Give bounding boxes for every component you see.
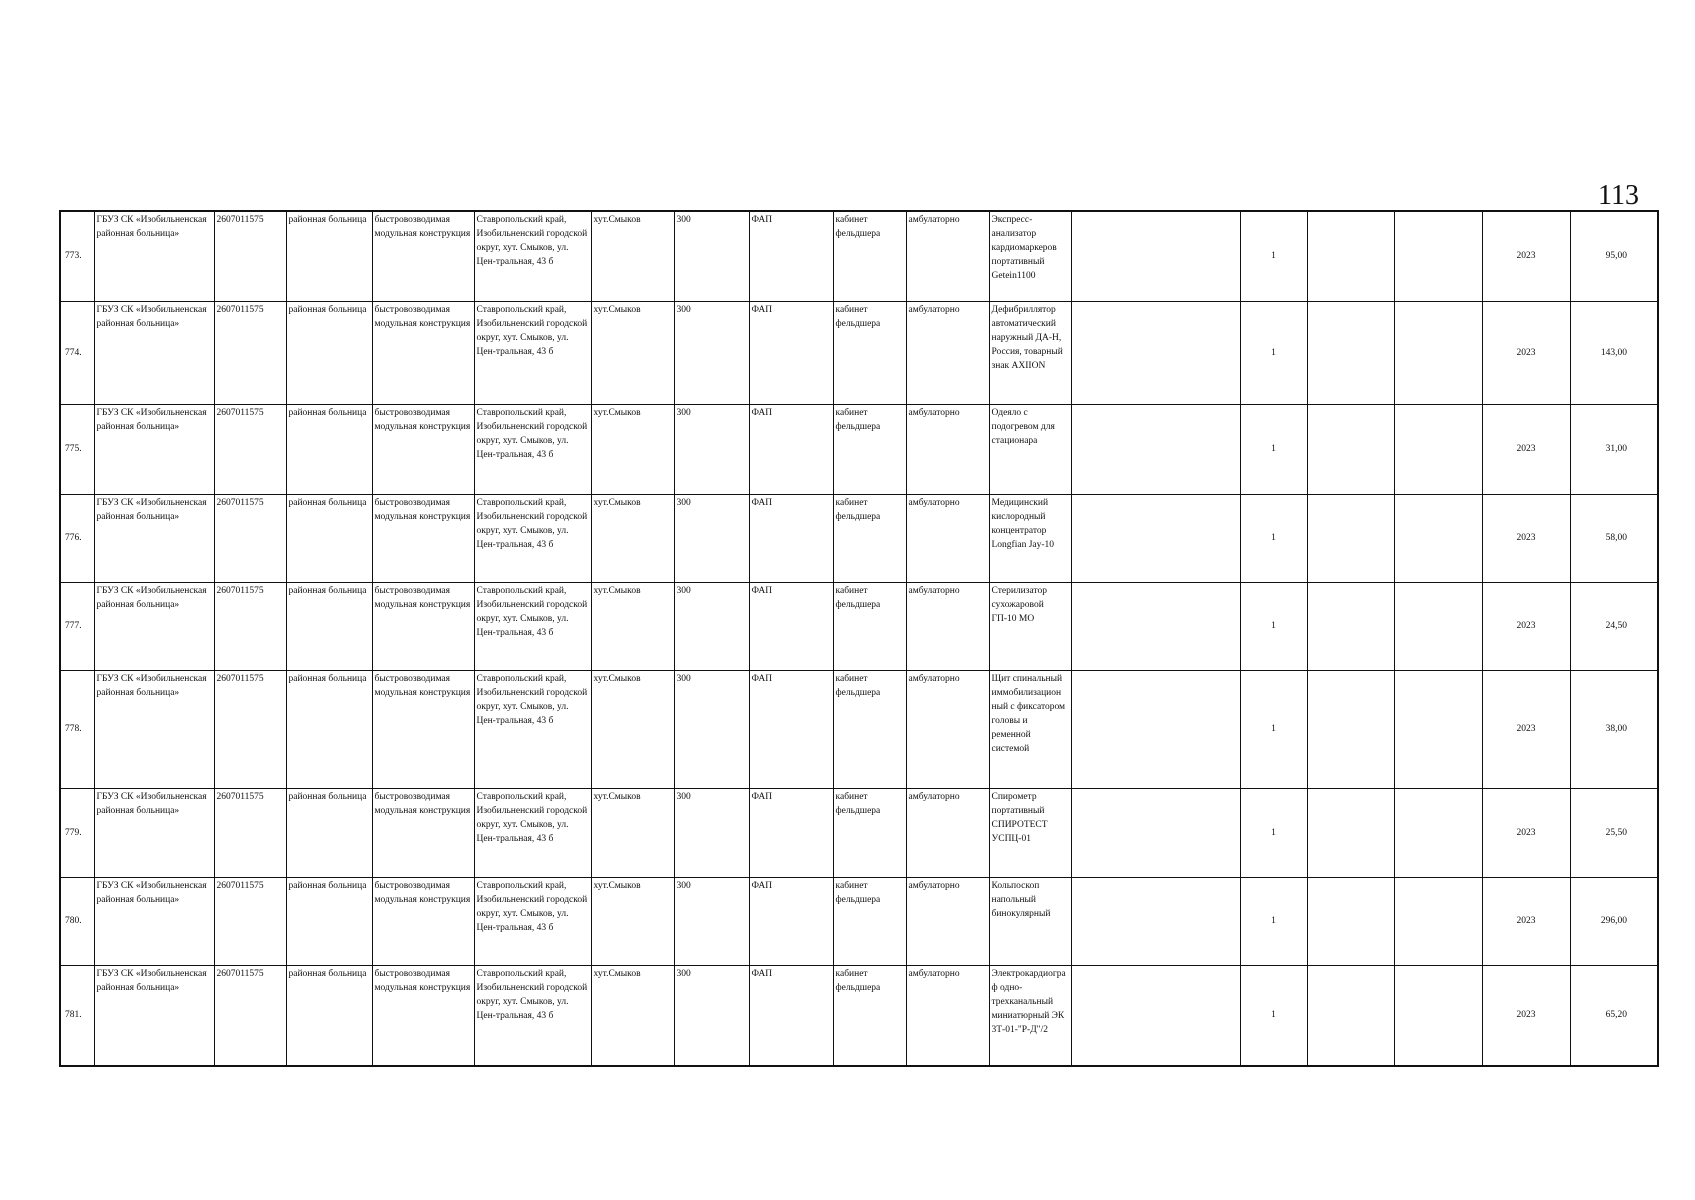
quantity-cell: 1 xyxy=(1240,788,1307,877)
quantity-cell: 1 xyxy=(1240,404,1307,494)
equipment-cell: Спирометр портативный СПИРОТЕСТ УСПЦ-01 xyxy=(989,788,1071,877)
mode-cell: амбулаторно xyxy=(906,404,989,494)
inn-cell: 2607011575 xyxy=(214,788,286,877)
row-number: 777. xyxy=(60,582,94,670)
quantity-cell: 1 xyxy=(1240,582,1307,670)
equipment-cell: Медицинский кислородный концентратор Longfian Jay-10 xyxy=(989,494,1071,582)
unit-type-cell: ФАП xyxy=(749,211,833,301)
settlement-cell: хут.Смыков xyxy=(591,670,674,788)
org-type-cell: районная больница xyxy=(286,788,372,877)
organization-cell: ГБУЗ СК «Изобильненская районная больница» xyxy=(94,788,214,877)
inn-cell: 2607011575 xyxy=(214,965,286,1066)
equipment-cell: Стерилизатор сухожаровой ГП-10 МО xyxy=(989,582,1071,670)
settlement-cell: хут.Смыков xyxy=(591,877,674,965)
organization-cell: ГБУЗ СК «Изобильненская районная больница» xyxy=(94,877,214,965)
org-type-cell: районная больница xyxy=(286,877,372,965)
building-type-cell: быстровозводимая модульная конструкция xyxy=(372,211,474,301)
equipment-table xyxy=(59,210,1659,1067)
building-type-cell: быстровозводимая модульная конструкция xyxy=(372,965,474,1066)
year-cell: 2023 xyxy=(1482,965,1570,1066)
year-cell: 2023 xyxy=(1482,301,1570,404)
row-number: 781. xyxy=(60,965,94,1066)
row-number: 776. xyxy=(60,494,94,582)
room-cell: кабинет фельдшера xyxy=(833,301,906,404)
population-cell: 300 xyxy=(674,211,749,301)
amount-cell: 24,50 xyxy=(1570,582,1658,670)
empty-cell xyxy=(1307,301,1394,404)
table-body xyxy=(60,211,1658,1066)
amount-cell: 143,00 xyxy=(1570,301,1658,404)
organization-cell: ГБУЗ СК «Изобильненская районная больница» xyxy=(94,211,214,301)
organization-cell: ГБУЗ СК «Изобильненская районная больница» xyxy=(94,494,214,582)
org-type-cell: районная больница xyxy=(286,582,372,670)
empty-cell xyxy=(1307,877,1394,965)
empty-cell xyxy=(1071,301,1240,404)
population-cell: 300 xyxy=(674,582,749,670)
room-cell: кабинет фельдшера xyxy=(833,582,906,670)
organization-cell: ГБУЗ СК «Изобильненская районная больница» xyxy=(94,301,214,404)
page-number: 113 xyxy=(1598,180,1639,211)
building-type-cell: быстровозводимая модульная конструкция xyxy=(372,877,474,965)
mode-cell: амбулаторно xyxy=(906,877,989,965)
address-cell: Ставропольский край, Изобильненский городской округ, хут. Смыков, ул. Цен-тральная, 43 б xyxy=(474,404,591,494)
settlement-cell: хут.Смыков xyxy=(591,582,674,670)
empty-cell xyxy=(1071,494,1240,582)
table-row xyxy=(60,301,1658,404)
table-row xyxy=(60,211,1658,301)
amount-cell: 296,00 xyxy=(1570,877,1658,965)
quantity-cell: 1 xyxy=(1240,877,1307,965)
empty-cell xyxy=(1394,788,1482,877)
empty-cell xyxy=(1394,301,1482,404)
equipment-cell: Кольпоскоп напольный бинокулярный xyxy=(989,877,1071,965)
amount-cell: 38,00 xyxy=(1570,670,1658,788)
organization-cell: ГБУЗ СК «Изобильненская районная больница» xyxy=(94,670,214,788)
row-number: 780. xyxy=(60,877,94,965)
organization-cell: ГБУЗ СК «Изобильненская районная больница» xyxy=(94,404,214,494)
population-cell: 300 xyxy=(674,301,749,404)
settlement-cell: хут.Смыков xyxy=(591,211,674,301)
mode-cell: амбулаторно xyxy=(906,494,989,582)
settlement-cell: хут.Смыков xyxy=(591,965,674,1066)
table-row xyxy=(60,670,1658,788)
year-cell: 2023 xyxy=(1482,211,1570,301)
empty-cell xyxy=(1394,965,1482,1066)
room-cell: кабинет фельдшера xyxy=(833,965,906,1066)
unit-type-cell: ФАП xyxy=(749,404,833,494)
building-type-cell: быстровозводимая модульная конструкция xyxy=(372,404,474,494)
table-row xyxy=(60,404,1658,494)
org-type-cell: районная больница xyxy=(286,965,372,1066)
unit-type-cell: ФАП xyxy=(749,965,833,1066)
address-cell: Ставропольский край, Изобильненский городской округ, хут. Смыков, ул. Цен-тральная, 43 б xyxy=(474,670,591,788)
inn-cell: 2607011575 xyxy=(214,494,286,582)
population-cell: 300 xyxy=(674,494,749,582)
address-cell: Ставропольский край, Изобильненский городской округ, хут. Смыков, ул. Цен-тральная, 43 б xyxy=(474,211,591,301)
amount-cell: 31,00 xyxy=(1570,404,1658,494)
settlement-cell: хут.Смыков xyxy=(591,301,674,404)
year-cell: 2023 xyxy=(1482,670,1570,788)
equipment-cell: Одеяло с подогревом для стационара xyxy=(989,404,1071,494)
room-cell: кабинет фельдшера xyxy=(833,404,906,494)
organization-cell: ГБУЗ СК «Изобильненская районная больница» xyxy=(94,582,214,670)
year-cell: 2023 xyxy=(1482,494,1570,582)
settlement-cell: хут.Смыков xyxy=(591,494,674,582)
equipment-cell: Дефибриллятор автоматический наружный ДА-Н, Россия, товарный знак AXIION xyxy=(989,301,1071,404)
building-type-cell: быстровозводимая модульная конструкция xyxy=(372,788,474,877)
population-cell: 300 xyxy=(674,877,749,965)
row-number: 773. xyxy=(60,211,94,301)
quantity-cell: 1 xyxy=(1240,211,1307,301)
population-cell: 300 xyxy=(674,404,749,494)
unit-type-cell: ФАП xyxy=(749,494,833,582)
empty-cell xyxy=(1071,582,1240,670)
empty-cell xyxy=(1307,788,1394,877)
quantity-cell: 1 xyxy=(1240,965,1307,1066)
empty-cell xyxy=(1394,670,1482,788)
row-number: 774. xyxy=(60,301,94,404)
empty-cell xyxy=(1394,877,1482,965)
equipment-cell: Экспресс-анализатор кардиомаркеров портативный Getein1100 xyxy=(989,211,1071,301)
inn-cell: 2607011575 xyxy=(214,877,286,965)
room-cell: кабинет фельдшера xyxy=(833,211,906,301)
settlement-cell: хут.Смыков xyxy=(591,788,674,877)
year-cell: 2023 xyxy=(1482,877,1570,965)
table-row xyxy=(60,965,1658,1066)
year-cell: 2023 xyxy=(1482,582,1570,670)
building-type-cell: быстровозводимая модульная конструкция xyxy=(372,494,474,582)
equipment-cell: Щит спинальный иммобилизацион ный с фиксатором головы и ременной системой xyxy=(989,670,1071,788)
address-cell: Ставропольский край, Изобильненский городской округ, хут. Смыков, ул. Цен-тральная, 43 б xyxy=(474,877,591,965)
unit-type-cell: ФАП xyxy=(749,582,833,670)
quantity-cell: 1 xyxy=(1240,494,1307,582)
year-cell: 2023 xyxy=(1482,788,1570,877)
quantity-cell: 1 xyxy=(1240,301,1307,404)
mode-cell: амбулаторно xyxy=(906,788,989,877)
org-type-cell: районная больница xyxy=(286,494,372,582)
quantity-cell: 1 xyxy=(1240,670,1307,788)
unit-type-cell: ФАП xyxy=(749,877,833,965)
empty-cell xyxy=(1071,670,1240,788)
amount-cell: 95,00 xyxy=(1570,211,1658,301)
population-cell: 300 xyxy=(674,670,749,788)
mode-cell: амбулаторно xyxy=(906,211,989,301)
table-row xyxy=(60,494,1658,582)
inn-cell: 2607011575 xyxy=(214,404,286,494)
org-type-cell: районная больница xyxy=(286,211,372,301)
org-type-cell: районная больница xyxy=(286,301,372,404)
empty-cell xyxy=(1394,494,1482,582)
inn-cell: 2607011575 xyxy=(214,301,286,404)
room-cell: кабинет фельдшера xyxy=(833,670,906,788)
population-cell: 300 xyxy=(674,965,749,1066)
address-cell: Ставропольский край, Изобильненский городской округ, хут. Смыков, ул. Цен-тральная, 43 б xyxy=(474,494,591,582)
address-cell: Ставропольский край, Изобильненский городской округ, хут. Смыков, ул. Цен-тральная, 43 б xyxy=(474,965,591,1066)
org-type-cell: районная больница xyxy=(286,404,372,494)
empty-cell xyxy=(1071,965,1240,1066)
room-cell: кабинет фельдшера xyxy=(833,788,906,877)
building-type-cell: быстровозводимая модульная конструкция xyxy=(372,301,474,404)
settlement-cell: хут.Смыков xyxy=(591,404,674,494)
unit-type-cell: ФАП xyxy=(749,301,833,404)
empty-cell xyxy=(1307,211,1394,301)
inn-cell: 2607011575 xyxy=(214,670,286,788)
mode-cell: амбулаторно xyxy=(906,582,989,670)
amount-cell: 25,50 xyxy=(1570,788,1658,877)
building-type-cell: быстровозводимая модульная конструкция xyxy=(372,582,474,670)
room-cell: кабинет фельдшера xyxy=(833,494,906,582)
empty-cell xyxy=(1071,877,1240,965)
empty-cell xyxy=(1071,211,1240,301)
empty-cell xyxy=(1307,582,1394,670)
empty-cell xyxy=(1394,582,1482,670)
empty-cell xyxy=(1307,670,1394,788)
room-cell: кабинет фельдшера xyxy=(833,877,906,965)
empty-cell xyxy=(1307,494,1394,582)
mode-cell: амбулаторно xyxy=(906,301,989,404)
empty-cell xyxy=(1394,211,1482,301)
mode-cell: амбулаторно xyxy=(906,965,989,1066)
empty-cell xyxy=(1394,404,1482,494)
table-row xyxy=(60,582,1658,670)
amount-cell: 58,00 xyxy=(1570,494,1658,582)
year-cell: 2023 xyxy=(1482,404,1570,494)
population-cell: 300 xyxy=(674,788,749,877)
row-number: 775. xyxy=(60,404,94,494)
empty-cell xyxy=(1307,404,1394,494)
table-row xyxy=(60,877,1658,965)
row-number: 779. xyxy=(60,788,94,877)
equipment-cell: Электрокардиограф одно-трехканальный миниатюрный ЭК 3Т-01-"Р-Д"/2 xyxy=(989,965,1071,1066)
unit-type-cell: ФАП xyxy=(749,788,833,877)
empty-cell xyxy=(1071,788,1240,877)
unit-type-cell: ФАП xyxy=(749,670,833,788)
empty-cell xyxy=(1307,965,1394,1066)
building-type-cell: быстровозводимая модульная конструкция xyxy=(372,670,474,788)
row-number: 778. xyxy=(60,670,94,788)
address-cell: Ставропольский край, Изобильненский городской округ, хут. Смыков, ул. Цен-тральная, 43 б xyxy=(474,582,591,670)
mode-cell: амбулаторно xyxy=(906,670,989,788)
inn-cell: 2607011575 xyxy=(214,211,286,301)
inn-cell: 2607011575 xyxy=(214,582,286,670)
empty-cell xyxy=(1071,404,1240,494)
address-cell: Ставропольский край, Изобильненский городской округ, хут. Смыков, ул. Цен-тральная, 43 б xyxy=(474,301,591,404)
table-row xyxy=(60,788,1658,877)
organization-cell: ГБУЗ СК «Изобильненская районная больница» xyxy=(94,965,214,1066)
amount-cell: 65,20 xyxy=(1570,965,1658,1066)
org-type-cell: районная больница xyxy=(286,670,372,788)
address-cell: Ставропольский край, Изобильненский городской округ, хут. Смыков, ул. Цен-тральная, 43 б xyxy=(474,788,591,877)
